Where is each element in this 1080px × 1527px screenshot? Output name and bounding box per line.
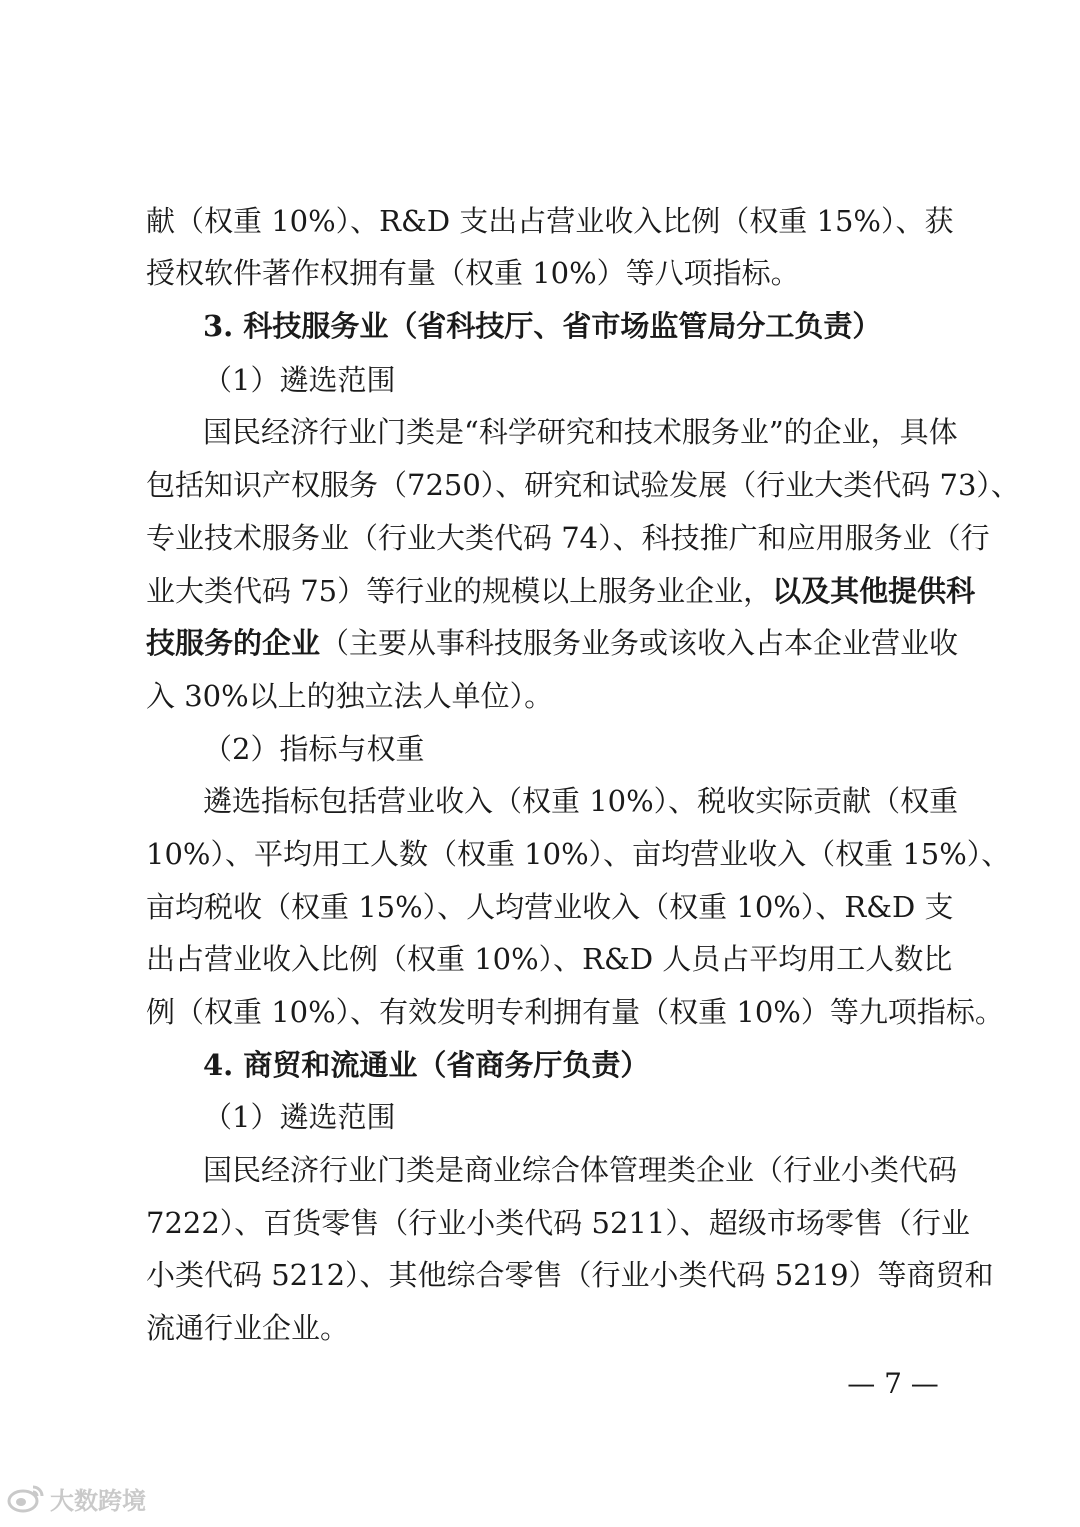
paragraph-line: 献（权重 10%）、R&D 支出占营业收入比例（权重 15%）、获 [146, 204, 954, 238]
paragraph-line: 包括知识产权服务（7250）、研究和试验发展（行业大类代码 73）、 [146, 468, 1020, 502]
section-heading: 4. 商贸和流通业（省商务厅负责） [203, 1048, 650, 1082]
paragraph-line: 10%）、平均用工人数（权重 10%）、亩均营业收入（权重 15%）、 [146, 837, 1011, 871]
paragraph-line: 小类代码 5212）、其他综合零售（行业小类代码 5219）等商贸和 [146, 1258, 994, 1292]
paragraph-line: 出占营业收入比例（权重 10%）、R&D 人员占平均用工人数比 [146, 942, 953, 976]
section-heading: 3. 科技服务业（省科技厅、省市场监管局分工负责） [203, 309, 882, 343]
watermark-text: 大数跨境 [50, 1486, 146, 1515]
watermark [6, 1478, 146, 1518]
subheading: （1）遴选范围 [203, 1100, 396, 1134]
paragraph-line: 例（权重 10%）、有效发明专利拥有量（权重 10%）等九项指标。 [146, 995, 1004, 1029]
subheading: （1）遴选范围 [203, 363, 396, 397]
bold-text-run: 技服务的企业 [146, 626, 321, 660]
paragraph-line: 亩均税收（权重 15%）、人均营业收入（权重 10%）、R&D 支 [146, 890, 954, 924]
weibo-logo-icon [6, 1482, 46, 1514]
paragraph-line [146, 625, 959, 661]
text-run: （主要从事科技服务业务或该收入占本企业营业收 [320, 626, 959, 660]
paragraph-line: 7222）、百货零售（行业小类代码 5211）、超级市场零售（行业 [146, 1206, 970, 1240]
paragraph-line: 入 30%以上的独立法人单位）。 [146, 679, 554, 713]
text-run: 业大类代码 75）等行业的规模以上服务业企业， [146, 574, 773, 608]
page-number: — 7 — [847, 1367, 939, 1400]
paragraph-line [146, 573, 976, 609]
paragraph-line: 遴选指标包括营业收入（权重 10%）、税收实际贡献（权重 [203, 784, 959, 818]
paragraph-line: 国民经济行业门类是“科学研究和技术服务业”的企业，具体 [203, 415, 958, 449]
paragraph-line: 授权软件著作权拥有量（权重 10%）等八项指标。 [146, 256, 800, 290]
paragraph-line: 流通行业企业。 [146, 1311, 350, 1345]
bold-text-run: 以及其他提供科 [772, 574, 976, 608]
paragraph-line: 国民经济行业门类是商业综合体管理类企业（行业小类代码 [203, 1153, 958, 1187]
subheading: （2）指标与权重 [203, 732, 425, 766]
paragraph-line: 专业技术服务业（行业大类代码 74）、科技推广和应用服务业（行 [146, 521, 990, 555]
